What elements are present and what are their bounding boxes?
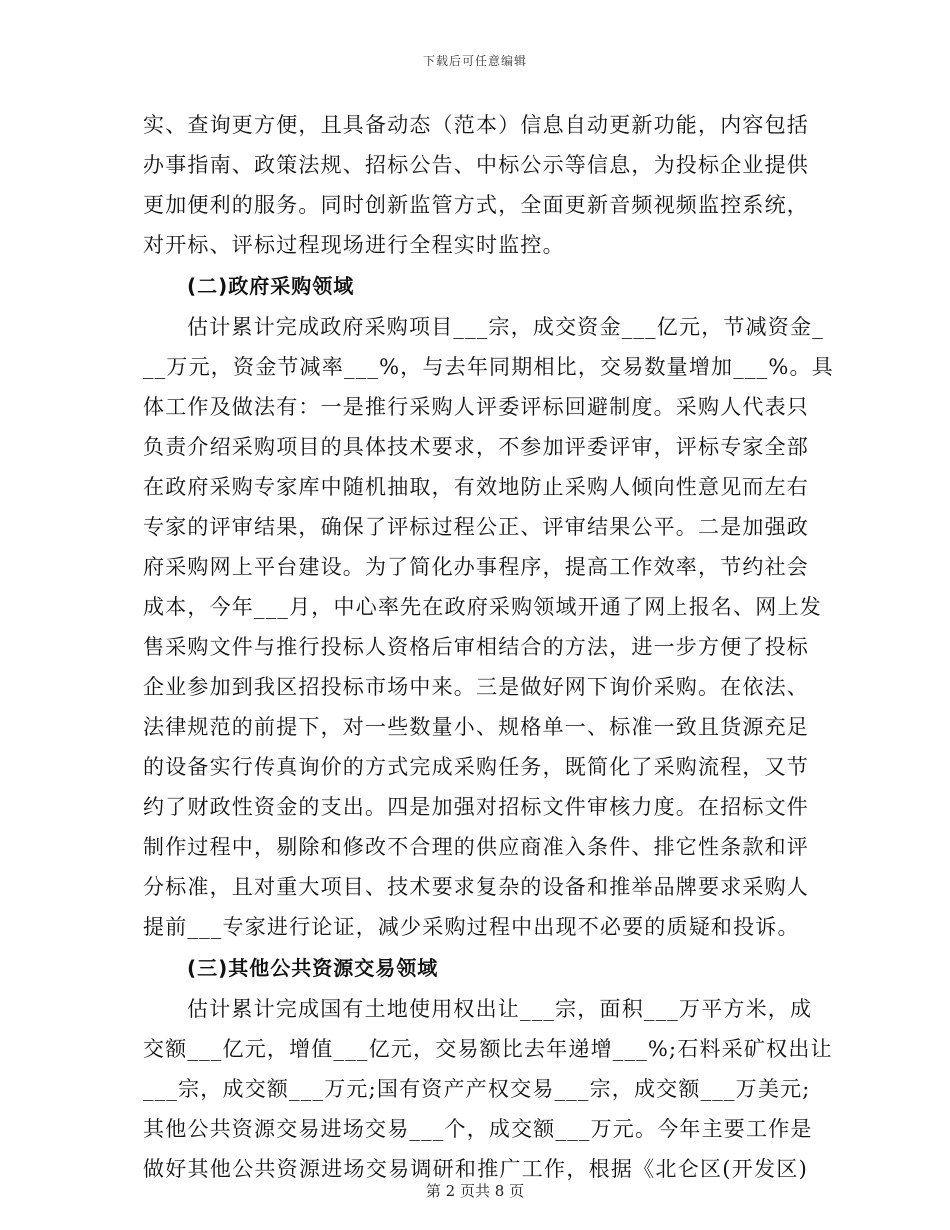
text-line: 实、查询更方便，且具备动态（范本）信息自动更新功能，内容包括 <box>143 113 809 137</box>
text-line: 估计累计完成国有土地使用权出让___宗，面积___万平方米，成 <box>187 997 813 1021</box>
text-line: 估计累计完成政府采购项目___宗，成交资金___亿元，节减资金_ <box>187 315 824 339</box>
text-line: 府采购网上平台建设。为了简化办事程序，提高工作效率，节约社会 <box>143 555 809 579</box>
page-number-footer: 第 2 页共 8 页 <box>425 1182 525 1200</box>
text-line: 更加便利的服务。同时创新监管方式，全面更新音频视频监控系统， <box>143 193 809 217</box>
text-line: 在政府采购专家库中随机抽取，有效地防止采购人倾向性意见而左右 <box>143 475 809 499</box>
text-line: 其他公共资源交易进场交易___个，成交额___万元。今年主要工作是 <box>143 1117 813 1141</box>
text-line: __万元，资金节减率___%，与去年同期相比，交易数量增加___%。具 <box>143 355 834 379</box>
text-line: 提前___专家进行论证，减少采购过程中出现不必要的质疑和投诉。 <box>143 915 800 939</box>
text-line: 成本，今年___月，中心率先在政府采购领域开通了网上报名、网上发 <box>143 595 822 619</box>
section-heading-2: (二)政府采购领域 <box>187 274 355 298</box>
text-line: 约了财政性资金的支出。四是加强对招标文件审核力度。在招标文件 <box>143 795 809 819</box>
section-heading-3: (三)其他公共资源交易领域 <box>187 956 439 980</box>
text-line: 办事指南、政策法规、招标公告、中标公示等信息，为投标企业提供 <box>143 153 809 177</box>
paragraph-1 <box>143 105 808 265</box>
paragraph-2 <box>143 307 834 947</box>
text-line: 体工作及做法有：一是推行采购人评委评标回避制度。采购人代表只 <box>143 395 809 419</box>
text-line: 负责介绍采购项目的具体技术要求，不参加评委评审，评标专家全部 <box>143 435 809 459</box>
text-line: 交额___亿元，增值___亿元，交易额比去年递增___%;石料采矿权出让 <box>143 1037 833 1061</box>
text-line: 法律规范的前提下，对一些数量小、规格单一、标准一致且货源充足 <box>143 715 809 739</box>
paragraph-3 <box>143 989 833 1189</box>
text-line: 的设备实行传真询价的方式完成采购任务，既简化了采购流程，又节 <box>143 755 809 779</box>
text-line: ___宗，成交额___万元;国有资产产权交易___宗，成交额___万美元; <box>143 1077 811 1101</box>
text-line: 专家的评审结果，确保了评标过程公正、评审结果公平。二是加强政 <box>143 515 809 539</box>
text-line: 分标准，且对重大项目、技术要求复杂的设备和推举品牌要求采购人 <box>143 875 809 899</box>
text-line: 售采购文件与推行投标人资格后审相结合的方法，进一步方便了投标 <box>143 635 809 659</box>
document-body <box>143 105 834 1189</box>
page-header: 下载后可任意编辑 <box>422 54 527 68</box>
text-line: 做好其他公共资源进场交易调研和推广工作，根据《北仑区(开发区) <box>143 1157 808 1181</box>
text-line: 制作过程中，剔除和修改不合理的供应商准入条件、排它性条款和评 <box>143 835 809 859</box>
text-line: 企业参加到我区招投标市场中来。三是做好网下询价采购。在依法、 <box>143 675 809 699</box>
text-line: 对开标、评标过程现场进行全程实时监控。 <box>143 233 565 257</box>
